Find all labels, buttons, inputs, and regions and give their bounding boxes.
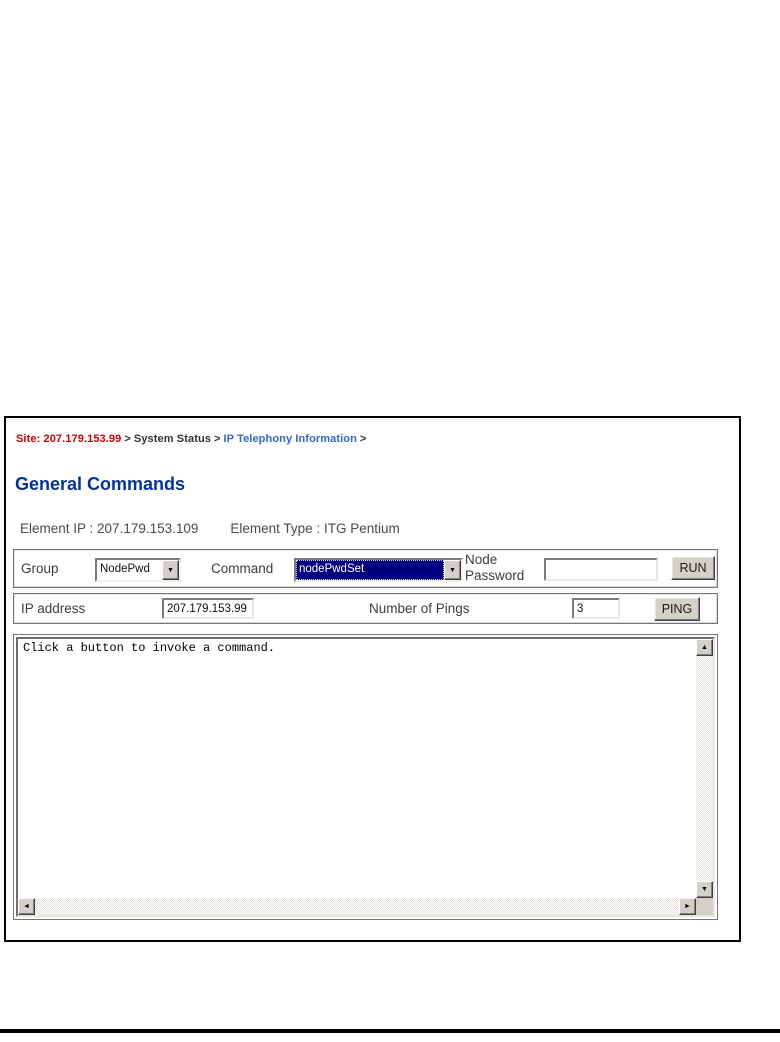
- element-info: [20, 521, 400, 536]
- number-of-pings-field[interactable]: [572, 598, 620, 619]
- scroll-down-icon[interactable]: ▼: [696, 881, 713, 898]
- breadcrumb-ip-telephony-link[interactable]: IP Telephony Information: [223, 433, 357, 445]
- command-output-text: Click a button to invoke a command.: [23, 641, 276, 655]
- ping-row: [13, 593, 718, 624]
- scrollbar-corner: [696, 898, 713, 915]
- ip-address-label: IP address: [21, 601, 86, 616]
- group-select-value: NodePwd: [100, 563, 150, 575]
- breadcrumb-site-link[interactable]: Site: 207.179.153.99: [16, 433, 122, 445]
- breadcrumb-separator: >: [124, 433, 131, 445]
- ip-address-field[interactable]: [162, 598, 254, 619]
- command-select-value: nodePwdSet: [296, 560, 444, 580]
- page-bottom-divider: [0, 1029, 780, 1033]
- horizontal-scrollbar[interactable]: [18, 898, 696, 915]
- node-password-label-line1: Node: [465, 552, 498, 567]
- output-box: [13, 634, 718, 920]
- element-ip-value: Element IP : 207.179.153.109: [20, 521, 199, 536]
- group-select[interactable]: [95, 558, 181, 582]
- ping-button[interactable]: PING: [654, 597, 700, 621]
- command-label: Command: [211, 561, 274, 576]
- node-password-label: [465, 552, 524, 584]
- scroll-up-icon[interactable]: ▲: [696, 639, 713, 656]
- scroll-right-icon[interactable]: ►: [679, 898, 696, 915]
- command-select[interactable]: [294, 558, 463, 582]
- general-commands-panel: [4, 416, 741, 942]
- breadcrumb-separator: >: [214, 433, 221, 445]
- run-button[interactable]: RUN: [671, 556, 715, 580]
- breadcrumb: [16, 433, 369, 445]
- number-of-pings-label: Number of Pings: [369, 601, 470, 616]
- node-password-label-line2: Password: [465, 568, 525, 583]
- command-output-textarea[interactable]: [16, 637, 715, 917]
- chevron-down-icon[interactable]: ▼: [162, 560, 179, 580]
- vertical-scrollbar[interactable]: [696, 639, 713, 898]
- element-type-value: Element Type : ITG Pentium: [230, 521, 400, 536]
- breadcrumb-separator: >: [359, 433, 367, 445]
- breadcrumb-system-status-link[interactable]: System Status: [133, 433, 211, 445]
- command-row: [13, 549, 718, 588]
- node-password-field[interactable]: [544, 558, 658, 581]
- group-label: Group: [21, 561, 59, 576]
- page-title: General Commands: [15, 474, 186, 494]
- chevron-down-icon[interactable]: ▼: [444, 560, 461, 580]
- scroll-left-icon[interactable]: ◄: [18, 898, 35, 915]
